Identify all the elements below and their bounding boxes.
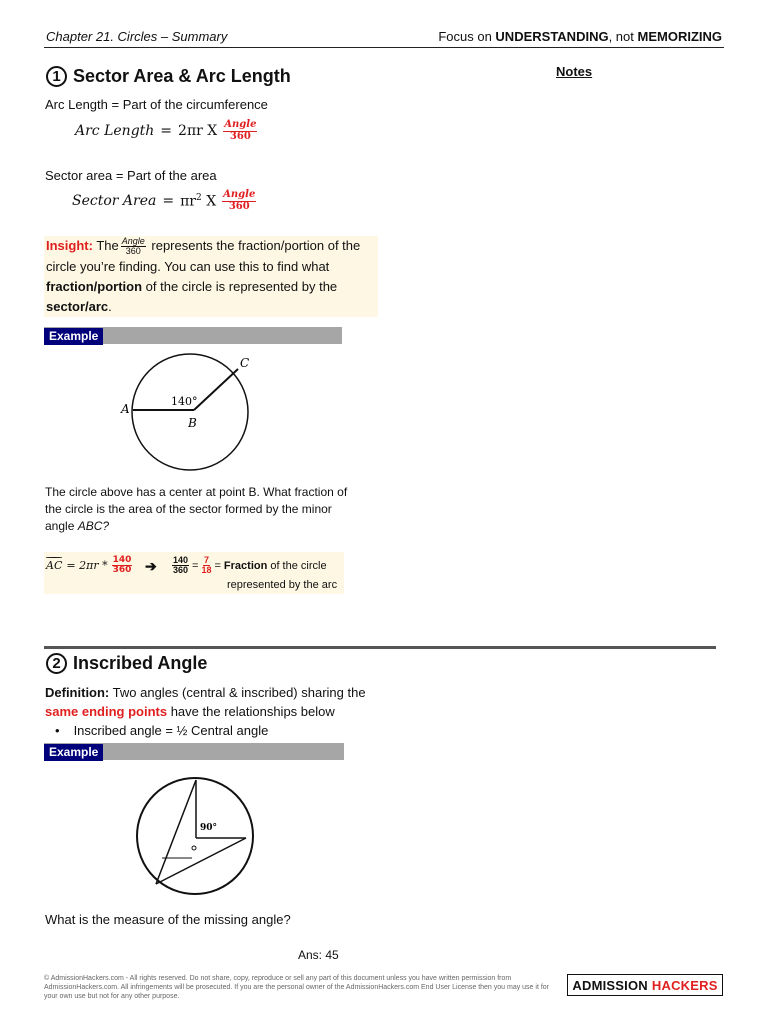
solution-eq1: = 2πr * bbox=[66, 559, 108, 573]
logo-part-1: ADMISSION bbox=[572, 977, 648, 993]
insight-text-1: represents the fraction/portion of the circle you’re finding. You can use this to find what bbox=[46, 238, 361, 274]
arc-length-definition: Arc Length = Part of the circumference bbox=[45, 97, 268, 112]
sector-area-definition: Sector area = Part of the area bbox=[45, 168, 217, 183]
label-c: C bbox=[240, 356, 250, 370]
solution-text-1: of the circle bbox=[270, 559, 327, 572]
sector-area-formula bbox=[72, 190, 256, 212]
center-point bbox=[192, 846, 196, 850]
section1-title: Sector Area & Arc Length bbox=[73, 66, 291, 86]
sector-frac-den: 360 bbox=[228, 200, 250, 212]
angle-90-label: 90° bbox=[200, 823, 218, 833]
solution-frac-1 bbox=[112, 556, 133, 576]
solution-text-2: represented by the arc bbox=[227, 579, 338, 591]
question-2: What is the measure of the missing angle? bbox=[45, 912, 291, 927]
focus-mid: , not bbox=[608, 29, 638, 44]
notes-label: Notes bbox=[556, 64, 593, 79]
sol-f2-num: 140 bbox=[173, 555, 189, 565]
example-label-1: Example bbox=[44, 328, 103, 345]
arc-formula-lhs: Arc Length bbox=[75, 123, 155, 139]
sector-circle-diagram bbox=[110, 345, 270, 480]
arc-frac-num: Angle bbox=[224, 119, 257, 130]
inscribed-chord-1 bbox=[156, 780, 196, 884]
footer-copyright: © AdmissionHackers.com - All rights reserved. Do not share, copy, reproduce or sell any part of this document unless you have written permission from AdmissionHackers.com. All infringements will be prosecuted. If you are the personal owner of the AdmissionHackers.com End User License then you may use it for your own use but not for any other purpose. bbox=[44, 975, 550, 1000]
insight-box bbox=[44, 236, 378, 317]
arc-ac bbox=[46, 559, 62, 572]
bullet-item bbox=[55, 721, 385, 740]
arc-frac-den: 360 bbox=[229, 130, 251, 142]
solution-equation-1 bbox=[46, 556, 132, 576]
focus-prefix: Focus on bbox=[438, 29, 496, 44]
arc-ac-text: AC bbox=[46, 559, 63, 573]
sector-x: X bbox=[206, 193, 217, 210]
insight-label: Insight: bbox=[46, 238, 93, 253]
arc-formula-fraction bbox=[223, 120, 257, 142]
arc-formula-eq: = bbox=[160, 123, 173, 139]
sector-pi-r: πr bbox=[180, 193, 196, 210]
solution-fraction-bold: Fraction bbox=[223, 559, 268, 572]
example-bar-2 bbox=[44, 743, 344, 760]
logo-part-2: HACKERS bbox=[651, 977, 718, 993]
arc-length-formula bbox=[75, 120, 257, 142]
sector-frac-num: Angle bbox=[223, 189, 256, 200]
definition-label: Definition: bbox=[45, 685, 110, 700]
inscribed-angle-diagram bbox=[130, 768, 260, 903]
arc-overline bbox=[46, 557, 62, 558]
sector-formula-rhs bbox=[180, 193, 216, 210]
question-1-italic: ABC? bbox=[77, 519, 110, 533]
sol-f1-num: 140 bbox=[112, 555, 132, 565]
question-1-text: The circle above has a center at point B. What fraction of the circle is the area of the sector formed by the minor angle bbox=[45, 485, 348, 533]
arrow-icon: ➔ bbox=[145, 558, 157, 574]
label-b: B bbox=[188, 416, 197, 430]
solution-eq2: = bbox=[192, 559, 199, 572]
header-rule bbox=[44, 47, 724, 48]
admission-hackers-logo bbox=[567, 974, 723, 996]
inscribed-chord-2 bbox=[156, 838, 246, 884]
definition-highlight: same ending points bbox=[45, 704, 168, 719]
label-a: A bbox=[121, 402, 130, 416]
inscribed-circle-outline bbox=[137, 778, 253, 894]
section2-number: 2 bbox=[46, 653, 67, 674]
definition-text-1: Two angles (central & inscribed) sharing the bbox=[112, 685, 366, 700]
bullet-text: Inscribed angle = ½ Central angle bbox=[73, 723, 269, 738]
radius-bc bbox=[194, 369, 238, 410]
focus-bold-1: UNDERSTANDING bbox=[495, 29, 609, 44]
section2-heading bbox=[46, 653, 207, 674]
sol-f3-num: 7 bbox=[203, 555, 209, 565]
sector-formula-eq: = bbox=[162, 193, 175, 209]
section1-number: 1 bbox=[46, 66, 67, 87]
section2-title: Inscribed Angle bbox=[73, 653, 208, 673]
focus-tagline bbox=[438, 29, 722, 44]
example-bar-1 bbox=[44, 327, 342, 344]
solution-eq3: = bbox=[214, 559, 221, 572]
solution-box bbox=[44, 552, 344, 594]
solution-frac-3 bbox=[201, 556, 211, 576]
answer: Ans: 45 bbox=[298, 948, 339, 962]
insight-bold-1: fraction/portion bbox=[46, 278, 143, 294]
definition-text-2: have the relationships below bbox=[170, 704, 335, 719]
sol-f1-den: 360 bbox=[112, 565, 132, 576]
sector-formula-lhs: Sector Area bbox=[72, 193, 157, 209]
insight-text-2: of the circle is represented by the bbox=[145, 278, 338, 294]
arc-formula-rhs: 2πr X bbox=[178, 123, 218, 139]
sol-f2-den: 360 bbox=[173, 565, 189, 576]
bullet-icon: • bbox=[55, 723, 60, 738]
focus-bold-2: MEMORIZING bbox=[637, 29, 722, 44]
insight-the: The bbox=[96, 238, 119, 253]
definition-block bbox=[45, 683, 385, 740]
solution-frac-2 bbox=[172, 556, 189, 576]
sector-sup: 2 bbox=[196, 192, 202, 203]
question-1 bbox=[45, 484, 355, 535]
insight-frac-den: 360 bbox=[125, 246, 141, 257]
sector-formula-fraction bbox=[222, 190, 256, 212]
example-label-2: Example bbox=[44, 744, 103, 761]
angle-140-label: 140° bbox=[171, 395, 198, 408]
section-divider bbox=[44, 646, 716, 649]
solution-equation-2 bbox=[172, 556, 327, 576]
insight-frac-num: Angle bbox=[121, 235, 145, 246]
circle-outline bbox=[132, 354, 248, 470]
sol-f3-den: 18 bbox=[201, 565, 212, 576]
insight-bold-2: sector/arc bbox=[46, 298, 109, 314]
section1-heading bbox=[46, 66, 291, 87]
insight-end: . bbox=[108, 298, 112, 314]
insight-fraction bbox=[121, 237, 146, 257]
chapter-title: Chapter 21. Circles – Summary bbox=[46, 29, 228, 44]
